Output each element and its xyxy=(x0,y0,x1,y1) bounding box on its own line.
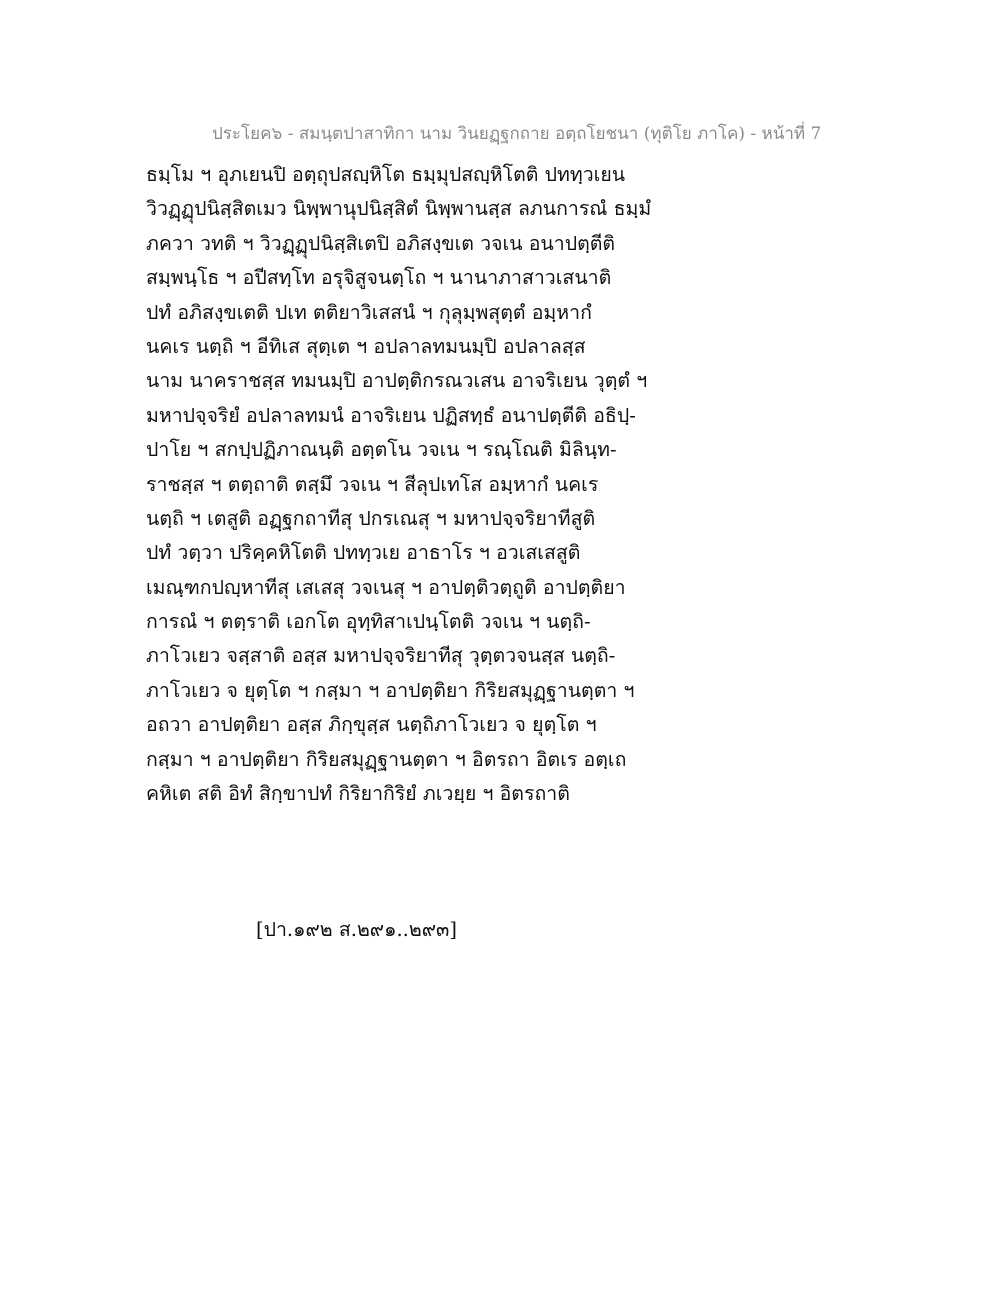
text-line: นาม นาคราชสฺส ทมนมฺปิ อาปตฺติกรณวเสน อาจริเยน วุตฺตํ ฯ xyxy=(146,369,648,393)
text-line: สมฺพนฺโธ ฯ อปีสทฺโท อรุจิสูจนตฺโถ ฯ นานาภาสาวเสนาติ xyxy=(146,266,612,290)
text-line: ปาโย ฯ สกปฺปฏิภาณนฺติ อตฺตโน วจเน ฯ รณฺโณติ มิลินฺท- xyxy=(146,438,617,462)
text-line: มหาปจฺจริยํ อปลาลทมนํ อาจริเยน ปฏิสทฺธํ อนาปตฺตีติ อธิปฺ- xyxy=(146,403,636,427)
text-line: ราชสฺส ฯ ตตฺถาติ ตสฺมึ วจเน ฯ สีลุปเทโส อมฺหากํ นคเร xyxy=(146,472,599,496)
text-line: นตฺถิ ฯ เตสูติ อฏฺฐกถาทีสุ ปกรเณสุ ฯ มหาปจฺจริยาทีสูติ xyxy=(146,506,596,530)
text-line: ภควา วทติ ฯ วิวฏฺฏุปนิสฺสิเตปิ อภิสงฺขเต วจเน อนาปตฺตีติ xyxy=(146,231,616,255)
text-line: ปทํ วตฺวา ปริคฺคหิโตติ ปททฺวเย อาธาโร ฯ อวเสเสสูติ xyxy=(146,541,581,565)
text-line: ภาโวเยว จสฺสาติ อสฺส มหาปจฺจริยาทีสุ วุตฺตวจนสฺส นตฺถิ- xyxy=(146,644,616,668)
text-line: ธมฺโม ฯ อุภเยนปิ อตฺถุปสญฺหิโต ธมฺมุปสญฺหิโตติ ปททฺวเยน xyxy=(146,163,626,186)
text-line: กสฺมา ฯ อาปตฺติยา กิริยสมุฏฺฐานตฺตา ฯ อิตรถา อิตเร อตฺเถ xyxy=(146,747,627,771)
text-line: วิวฏฺฏุปนิสฺสิตเมว นิพฺพานุปนิสฺสิตํ นิพฺพานสฺส ลภนการณํ ธมฺมํ xyxy=(146,197,652,221)
text-line: คหิเต สติ อิทํ สิกฺขาปทํ กิริยากิริยํ ภเวยฺย ฯ อิตรถาติ xyxy=(146,782,570,806)
text-line: การณํ ฯ ตตฺราติ เอกโต อุทฺทิสาเปนฺโตติ วจเน ฯ นตฺถิ- xyxy=(146,610,591,634)
text-line: นคเร นตฺถิ ฯ อีทิเส สุตฺเต ฯ อปลาลทมนมฺปิ อปลาลสฺส xyxy=(146,334,586,358)
text-line: ภาโวเยว จ ยุตฺโต ฯ กสฺมา ฯ อาปตฺติยา กิริยสมุฏฺฐานตฺตา ฯ xyxy=(146,678,635,702)
text-line: อถวา อาปตฺติยา อสฺส ภิกฺขุสฺส นตฺถิภาโวเยว จ ยุตฺโต ฯ xyxy=(146,713,597,737)
running-header: ประโยค๖ - สมนฺตปาสาทิกา นาม วินยฏฺฐกถาย อตฺถโยชนา (ทุติโย ภาโค) - หน้าที่ 7 xyxy=(212,124,822,144)
page-reference: [ปา.๑๙๒ ส.๒๙๑..๒๙๓] xyxy=(256,918,457,941)
text-line: เมณฺฑกปญฺหาทีสุ เสเสสุ วจเนสุ ฯ อาปตฺติวตฺถูติ อาปตฺติยา xyxy=(146,575,626,599)
text-line: ปทํ อภิสงฺขเตติ ปเท ตติยาวิเสสนํ ฯ กุลุมฺพสุตฺตํ อมฺหากํ xyxy=(146,300,592,324)
body-text xyxy=(146,158,906,811)
